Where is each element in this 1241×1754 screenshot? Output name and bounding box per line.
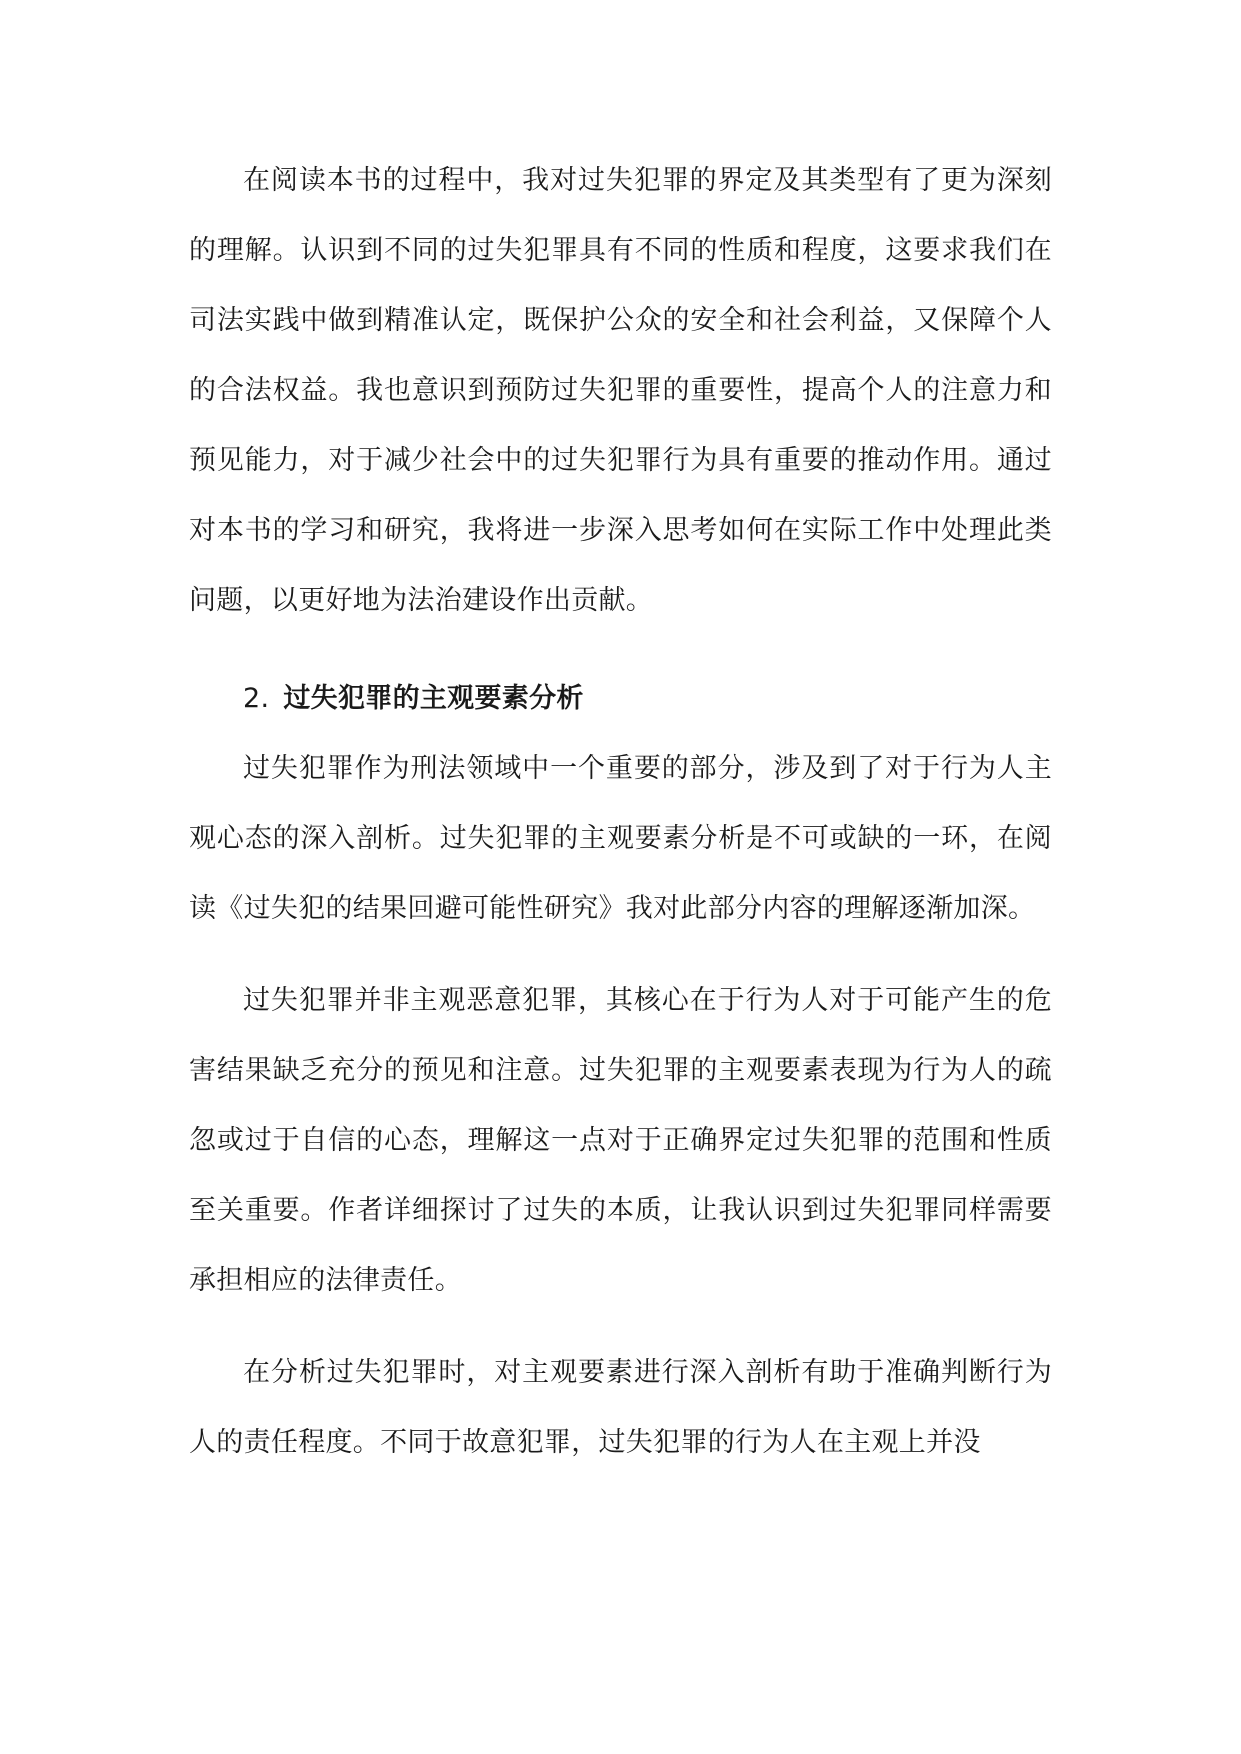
paragraph-reading-reflection: 在阅读本书的过程中，我对过失犯罪的界定及其类型有了更为深刻的理解。认识到不同的过失犯罪具有不同的性质和程度，这要求我们在司法实践中做到精准认定，既保护公众的安全和社会利益，又保障个人的合法权益。我也意识到预防过失犯罪的重要性，提高个人的注意力和预见能力，对于减少社会中的过失犯罪行为具有重要的推动作用。通过对本书的学习和研究，我将进一步深入思考如何在实际工作中处理此类问题，以更好地为法治建设作出贡献。 xyxy=(189,165,1052,616)
paragraph-core: 过失犯罪并非主观恶意犯罪，其核心在于行为人对于可能产生的危害结果缺乏充分的预见和注意。过失犯罪的主观要素表现为行为人的疏忽或过于自信的心态，理解这一点对于正确界定过失犯罪的范围和性质至关重要。作者详细探讨了过失的本质，让我认识到过失犯罪同样需要承担相应的法律责任。 xyxy=(189,985,1052,1296)
section-heading xyxy=(189,664,1052,734)
document-body xyxy=(189,146,1052,1478)
section-title: 过失犯罪的主观要素分析 xyxy=(283,683,584,714)
paragraph-intro: 过失犯罪作为刑法领域中一个重要的部分，涉及到了对于行为人主观心态的深入剖析。过失犯罪的主观要素分析是不可或缺的一环，在阅读《过失犯的结果回避可能性研究》我对此部分内容的理解逐渐加深。 xyxy=(189,753,1052,924)
section-number: 2. xyxy=(243,683,270,714)
paragraph-analysis: 在分析过失犯罪时，对主观要素进行深入剖析有助于准确判断行为人的责任程度。不同于故意犯罪，过失犯罪的行为人在主观上并没 xyxy=(189,1357,1052,1458)
